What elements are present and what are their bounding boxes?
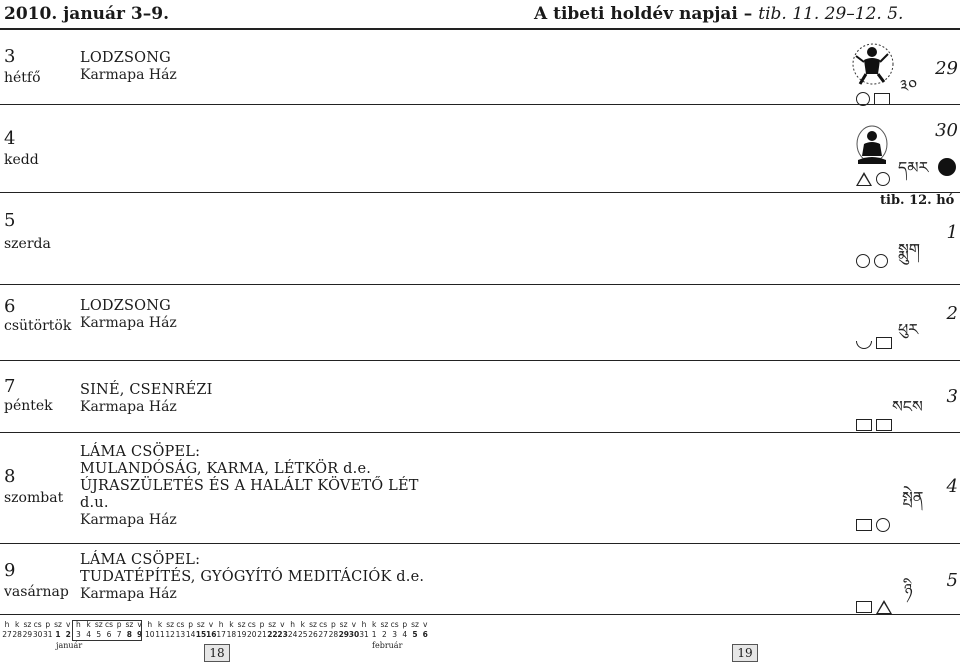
calendar-weekday: k [15, 620, 20, 629]
event-title-line: ÚJRASZÜLETÉS ÉS A HALÁLT KÖVETŐ LÉT [80, 478, 419, 494]
calendar-weekday: p [188, 620, 193, 629]
calendar-date: 21 [257, 630, 267, 639]
calendar-weekday: h [218, 620, 224, 629]
calendar-weekday: cs [390, 620, 399, 629]
event-title-line: TUDATÉPÍTÉS, GYÓGYÍTÓ MEDITÁCIÓK d.e. [80, 569, 425, 585]
square-icon [876, 337, 892, 349]
calendar-date: 29 [338, 630, 350, 639]
event [80, 382, 213, 416]
tibetan-day-number: 5 [946, 570, 958, 591]
calendar-date: 9 [136, 630, 143, 639]
calendar-weekday: k [157, 620, 163, 629]
square-icon [856, 419, 872, 431]
calendar-date: 6 [422, 630, 428, 639]
event-title: LODZSONG [80, 50, 171, 66]
event-title-line: LÁMA CSÖPEL: [80, 444, 201, 460]
astrology-symbols [856, 336, 892, 350]
calendar-date: 24 [287, 630, 298, 639]
event-place: Karmapa Ház [80, 512, 177, 528]
calendar-date: 5 [412, 630, 418, 639]
calendar-weekday: cs [104, 620, 114, 629]
triangle-icon [856, 172, 872, 186]
calendar-weekday: p [116, 620, 122, 629]
tibetan-word: སངས [892, 397, 923, 416]
calendar-weekday: sz [125, 620, 134, 629]
calendar-weekday: sz [94, 620, 103, 629]
calendar-date: 10 [145, 630, 155, 639]
event-place: Karmapa Ház [80, 315, 177, 331]
page-number-right: 19 [732, 644, 758, 662]
calendar-weekday: h [147, 620, 153, 629]
tibetan-month-label: tib. 12. hó [880, 193, 955, 208]
event-place: Karmapa Ház [80, 399, 177, 415]
calendar-weekday: sz [196, 620, 205, 629]
circle-icon [874, 254, 888, 268]
calendar-weekday: k [300, 620, 305, 629]
month-label-february: február [372, 641, 403, 650]
calendar-weekday: p [45, 620, 51, 629]
calendar-date: 16 [206, 630, 217, 639]
month-label-january: január [56, 641, 83, 650]
row-divider [0, 614, 960, 615]
tibetan-day-number: 4 [946, 476, 958, 497]
day-number: 5 [4, 210, 16, 231]
row-divider [0, 192, 960, 193]
circle-icon [856, 92, 870, 106]
event [80, 552, 424, 603]
day-name: csütörtök [4, 318, 72, 334]
calendar-date-row [0, 630, 960, 640]
calendar-weekday: v [280, 620, 285, 629]
calendar-weekday: v [351, 620, 357, 629]
calendar-date: 22 [267, 630, 278, 639]
day-name: kedd [4, 152, 39, 168]
day-name: vasárnap [4, 584, 69, 600]
calendar-date: 8 [126, 630, 132, 639]
calendar-date: 2 [382, 630, 387, 639]
day-name: péntek [4, 398, 53, 414]
tibetan-header [534, 0, 903, 28]
event-title-line: LÁMA CSÖPEL: [80, 552, 201, 568]
tibetan-word: ཉི [904, 580, 913, 599]
tibetan-word: ཕུར [898, 320, 919, 339]
calendar-date: 4 [86, 630, 91, 639]
day-name: szerda [4, 236, 51, 252]
circle-icon [876, 518, 890, 532]
day-number: 7 [4, 376, 16, 397]
calendar-weekday: k [372, 620, 377, 629]
row-divider [0, 360, 960, 361]
day-number: 4 [4, 128, 16, 149]
page-number-left: 18 [204, 644, 230, 662]
event [80, 298, 177, 332]
calendar-weekday: h [290, 620, 295, 629]
tibetan-day-number: 29 [935, 58, 958, 79]
calendar-date: 17 [216, 630, 226, 639]
tibetan-day-number: 3 [946, 386, 958, 407]
calendar-date: 18 [226, 630, 237, 639]
calendar-weekday: cs [176, 620, 185, 629]
calendar-weekday: h [4, 620, 10, 629]
row-divider [0, 284, 960, 285]
calendar-weekday: h [361, 620, 367, 629]
astrology-symbols [856, 254, 888, 268]
calendar-date: 28 [12, 630, 22, 639]
calendar-date: 25 [298, 630, 308, 639]
week-header: 2010. január 3–9. [4, 4, 170, 24]
calendar-date: 11 [155, 630, 165, 639]
day-number: 9 [4, 560, 16, 581]
tibetan-word: སྨུག [898, 240, 921, 259]
event-title-line: MULANDÓSÁG, KARMA, LÉTKÖR d.e. [80, 461, 372, 477]
calendar-date: 6 [106, 630, 112, 639]
astrology-symbols [856, 418, 892, 432]
dakini-figure-icon [850, 38, 896, 90]
calendar-date: 26 [308, 630, 318, 639]
calendar-weekday: cs [33, 620, 42, 629]
calendar-weekday: k [229, 620, 234, 629]
astrology-symbols [856, 92, 890, 106]
calendar-date: 4 [402, 630, 408, 639]
event-title-line: d.u. [80, 495, 109, 511]
calendar-weekday: v [65, 620, 71, 629]
day-name: hétfő [4, 70, 41, 86]
calendar-date: 23 [277, 630, 288, 639]
event [80, 444, 419, 529]
row-divider [0, 104, 960, 105]
astrology-symbols [856, 172, 890, 186]
calendar-weekday: k [86, 620, 91, 629]
calendar-date: 14 [185, 630, 196, 639]
calendar-weekday: sz [166, 620, 175, 629]
calendar-weekday: sz [268, 620, 277, 629]
event-place: Karmapa Ház [80, 67, 177, 83]
calendar-date: 19 [236, 630, 247, 639]
calendar-weekday: cs [247, 620, 256, 629]
calendar-date: 7 [116, 630, 122, 639]
calendar-date: 30 [32, 630, 43, 639]
half-circle-icon [856, 341, 872, 349]
calendar-weekday: sz [23, 620, 32, 629]
calendar-date: 27 [2, 630, 12, 639]
full-moon-icon [938, 158, 956, 176]
event-place: Karmapa Ház [80, 586, 177, 602]
calendar-date: 27 [318, 630, 328, 639]
calendar-date: 3 [76, 630, 81, 639]
circle-icon [856, 254, 870, 268]
calendar-date: 12 [165, 630, 175, 639]
calendar-date: 2 [65, 630, 71, 639]
circle-icon [876, 172, 890, 186]
calendar-weekday: v [422, 620, 428, 629]
calendar-weekday: sz [309, 620, 317, 629]
calendar-weekday: sz [339, 620, 348, 629]
tibetan-header-range: tib. 11. 29–12. 5. [758, 4, 904, 24]
day-number: 8 [4, 466, 16, 487]
calendar-date: 20 [247, 630, 257, 639]
calendar-date: 31 [359, 630, 369, 639]
calendar-date: 13 [175, 630, 186, 639]
square-icon [874, 93, 890, 105]
calendar-date: 1 [371, 630, 377, 639]
calendar-date: 1 [55, 630, 61, 639]
header-divider [0, 28, 960, 30]
event-title: LODZSONG [80, 298, 171, 314]
calendar-weekday: sz [380, 620, 389, 629]
calendar-weekday: h [76, 620, 81, 629]
current-week-highlight [72, 620, 142, 641]
calendar-date: 15 [195, 630, 207, 639]
calendar-weekday: sz [54, 620, 62, 629]
calendar-weekday: sz [237, 620, 246, 629]
triangle-icon [876, 600, 892, 614]
calendar-weekday: p [402, 620, 408, 629]
calendar-weekday: cs [319, 620, 328, 629]
square-icon [876, 419, 892, 431]
square-icon [856, 601, 872, 613]
tibetan-word: དམར [898, 158, 929, 177]
tibetan-word: ༣༠ [900, 76, 918, 95]
event [80, 50, 177, 84]
row-divider [0, 543, 960, 544]
astrology-symbols [856, 518, 890, 532]
calendar-weekday: v [208, 620, 214, 629]
day-number: 3 [4, 46, 16, 67]
tibetan-day-number: 2 [946, 303, 958, 324]
astrology-symbols [856, 600, 892, 614]
day-number: 6 [4, 296, 16, 317]
tibetan-header-title: A tibeti holdév napjai – [534, 4, 753, 24]
event-title: SINÉ, CSENRÉZI [80, 382, 213, 398]
calendar-weekday-row [0, 620, 960, 630]
calendar-date: 29 [22, 630, 33, 639]
day-name: szombat [4, 490, 64, 506]
calendar-date: 28 [328, 630, 339, 639]
square-icon [856, 519, 872, 531]
calendar-weekday: v [137, 620, 142, 629]
calendar-date: 31 [43, 630, 53, 639]
buddha-figure-icon [852, 124, 892, 168]
tibetan-day-number: 30 [935, 120, 958, 141]
calendar-date: 5 [96, 630, 102, 639]
tibetan-day-number: 1 [946, 222, 958, 243]
calendar-date: 30 [348, 630, 360, 639]
calendar-weekday: sz [411, 620, 419, 629]
row-divider [0, 432, 960, 433]
calendar-date: 3 [392, 630, 397, 639]
tibetan-word: སྤེན [902, 488, 924, 507]
calendar-weekday: p [331, 620, 336, 629]
calendar-weekday: p [259, 620, 265, 629]
